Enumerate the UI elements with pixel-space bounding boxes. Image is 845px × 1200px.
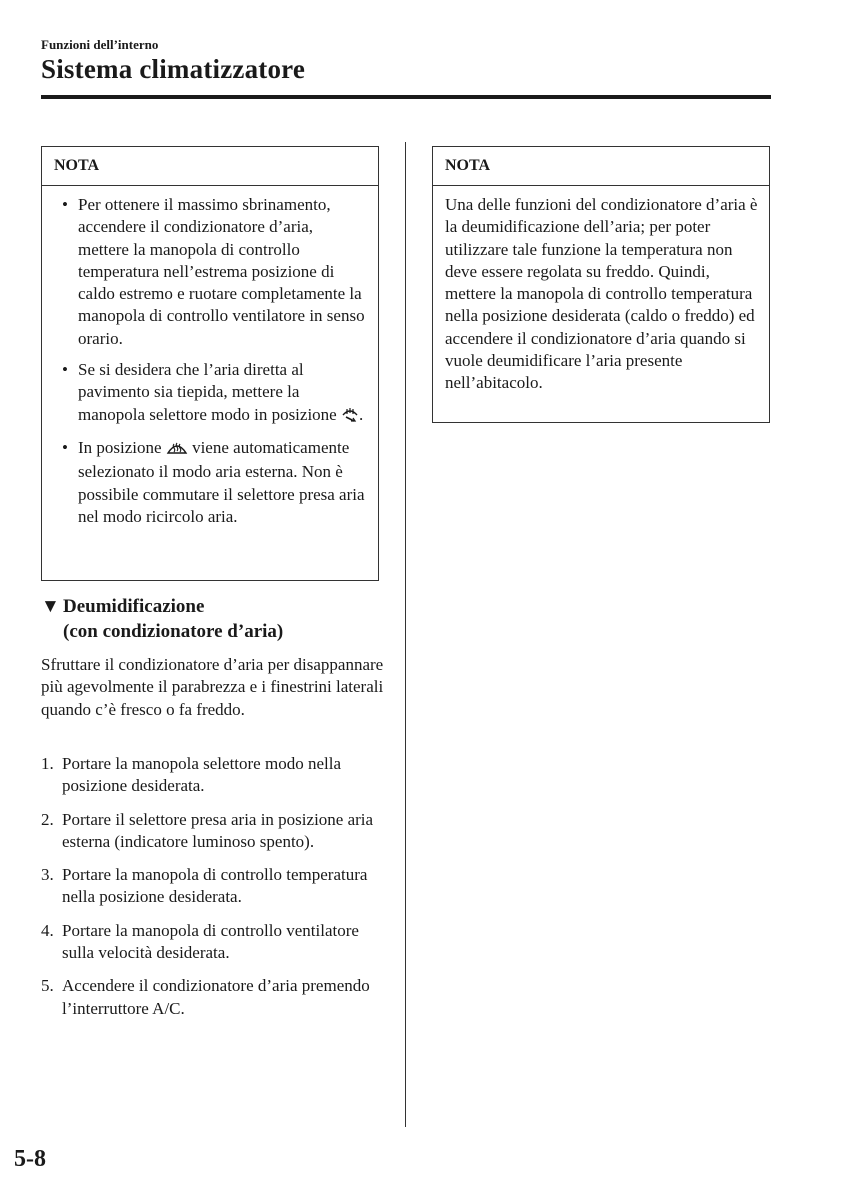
note-bullet-item (56, 194, 368, 350)
windshield-defrost-mode-icon (166, 439, 188, 461)
note-bullet-list (56, 194, 368, 528)
step-text: Portare il selettore presa aria in posizione aria esterna (indicatore luminoso spento). (62, 809, 374, 851)
note-heading: NOTA (42, 147, 378, 186)
steps-list (41, 753, 391, 1031)
note-bullet-text: Per ottenere il massimo sbrinamento, accendere il condizionatore d’aria, mettere la manopola di controllo temperatura nell’estrema posizione di caldo estremo e ruotare completamente la manopola di controllo ventilatore in senso orario. (78, 195, 365, 348)
triangle-down-icon: ▼ (41, 596, 60, 617)
note-body (42, 186, 378, 528)
note-heading: NOTA (433, 147, 769, 186)
section-intro: Sfruttare il condizionatore d’aria per disappannare più agevolmente il parabrezza e i finestrini laterali quando c’è fresco o fa freddo. (41, 655, 384, 719)
note-bullet-item (56, 437, 368, 528)
step-text: Portare la manopola selettore modo nella posizione desiderata. (62, 754, 341, 796)
note-box-right (432, 146, 770, 423)
floor-defrost-mode-icon (341, 406, 359, 428)
note-body-text: Una delle funzioni del condizionatore d’aria è la deumidificazione dell’aria; per poter utilizzare tale funzione la temperatura non deve essere regolata su freddo. Quindi, mettere la manopola di controllo temperatura nella posizione desiderata (caldo o freddo) ed accendere il condizionatore d’aria quando si vuole deumidificare l’aria presente nell’abitacolo. (445, 195, 758, 393)
note-box-left (41, 146, 379, 581)
note-bullet-text: . (358, 404, 364, 424)
note-bullet-text: viene automaticamente selezionato il modo aria esterna. Non è possibile commutare il selettore presa aria nel modo ricircolo aria. (78, 437, 365, 526)
step-number: 1. (41, 754, 54, 773)
note-bullet-item (56, 359, 368, 428)
section-heading-line1: Deumidificazione (63, 596, 205, 617)
step-item (41, 920, 391, 965)
step-text: Portare la manopola di controllo ventilatore sulla velocità desiderata. (62, 920, 359, 963)
step-item (41, 975, 391, 1020)
step-number: 5. (41, 976, 54, 996)
step-item (41, 809, 391, 854)
bullet-dot-icon: • (62, 437, 68, 457)
step-number: 3. (41, 865, 54, 885)
section-label: Funzioni dell’interno (41, 37, 159, 52)
step-text: Portare la manopola di controllo temperatura nella posizione desiderata. (62, 865, 368, 907)
column-divider (405, 142, 406, 1127)
note-bullet-text: In posizione (78, 437, 166, 457)
step-text: Accendere il condizionatore d’aria premendo l’interruttore A/C. (62, 976, 370, 1018)
step-number: 2. (41, 809, 54, 829)
step-item (41, 753, 391, 798)
title-rule (41, 95, 771, 99)
bullet-dot-icon: • (62, 195, 68, 214)
section-heading (41, 594, 381, 644)
section-heading-line2: (con condizionatore d’aria) (63, 621, 284, 642)
page-number: 5-8 (14, 1146, 46, 1172)
note-bullet-text: Se si desidera che l’aria diretta al pavimento sia tiepida, mettere la manopola selettore modo in posizione (78, 360, 341, 424)
page-title: Sistema climatizzatore (41, 54, 306, 84)
step-item (41, 864, 391, 909)
step-number: 4. (41, 920, 54, 940)
bullet-dot-icon: • (62, 360, 68, 380)
